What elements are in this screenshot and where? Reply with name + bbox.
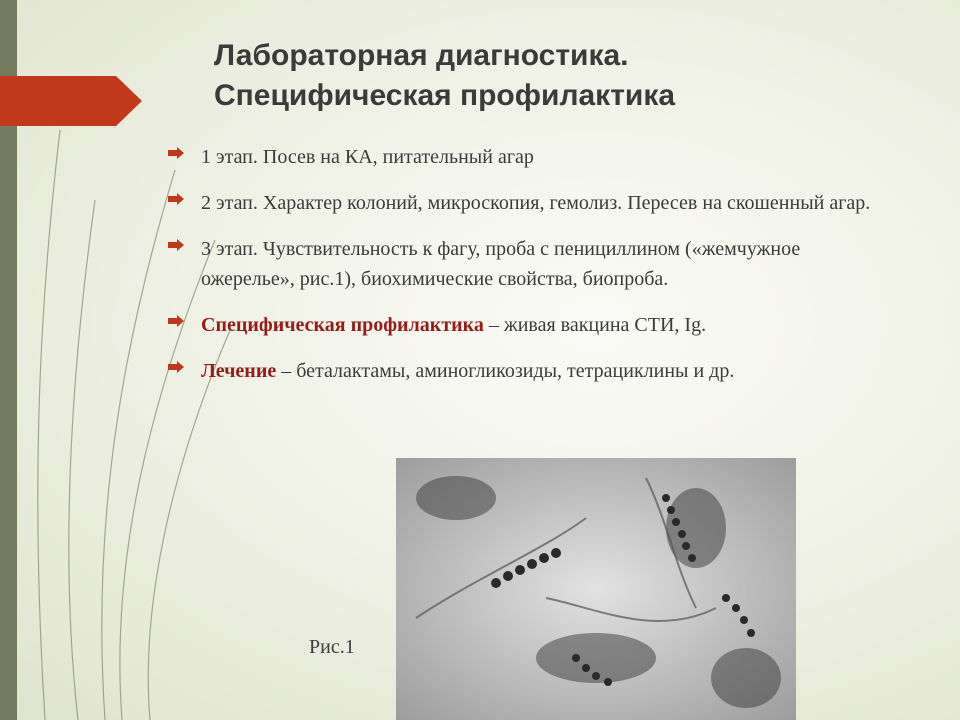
bullet-text: – живая вакцина СТИ, Ig.: [483, 314, 707, 336]
bullet-text: 1 этап. Посев на КА, питательный агар: [201, 146, 534, 168]
title-arrow-shape: [0, 76, 142, 126]
bullet-item: [166, 356, 886, 386]
arrow-bullet-icon: [168, 147, 184, 159]
bullet-text: – беталактамы, аминогликозиды, тетрациклины и др.: [276, 360, 735, 382]
slide-title-line2: Специфическая профилактика: [214, 79, 676, 112]
bullet-emphasis: Лечение: [201, 360, 277, 382]
bullet-item: [166, 234, 886, 294]
bullet-list: [166, 142, 886, 402]
micrograph-illustration: [396, 458, 796, 720]
bullet-item: [166, 142, 886, 172]
bullet-text: 3 этап. Чувствительность к фагу, проба с пенициллином («жемчужное ожерелье», рис.1), биохимические свойства, биопроба.: [201, 238, 801, 290]
arrow-bullet-icon: [168, 361, 184, 373]
arrow-bullet-icon: [168, 239, 184, 251]
arrow-bullet-icon: [168, 193, 184, 205]
micrograph-image: [396, 458, 796, 720]
slide-title: [214, 36, 934, 116]
bullet-item: [166, 310, 886, 340]
slide-title-line1: Лабораторная диагностика.: [214, 39, 629, 72]
bullet-text: 2 этап. Характер колоний, микроскопия, гемолиз. Пересев на скошенный агар.: [201, 192, 871, 214]
figure-caption: Рис.1: [309, 636, 355, 658]
arrow-bullet-icon: [168, 315, 184, 327]
bullet-emphasis: Специфическая профилактика: [201, 314, 484, 336]
bullet-item: [166, 188, 886, 218]
